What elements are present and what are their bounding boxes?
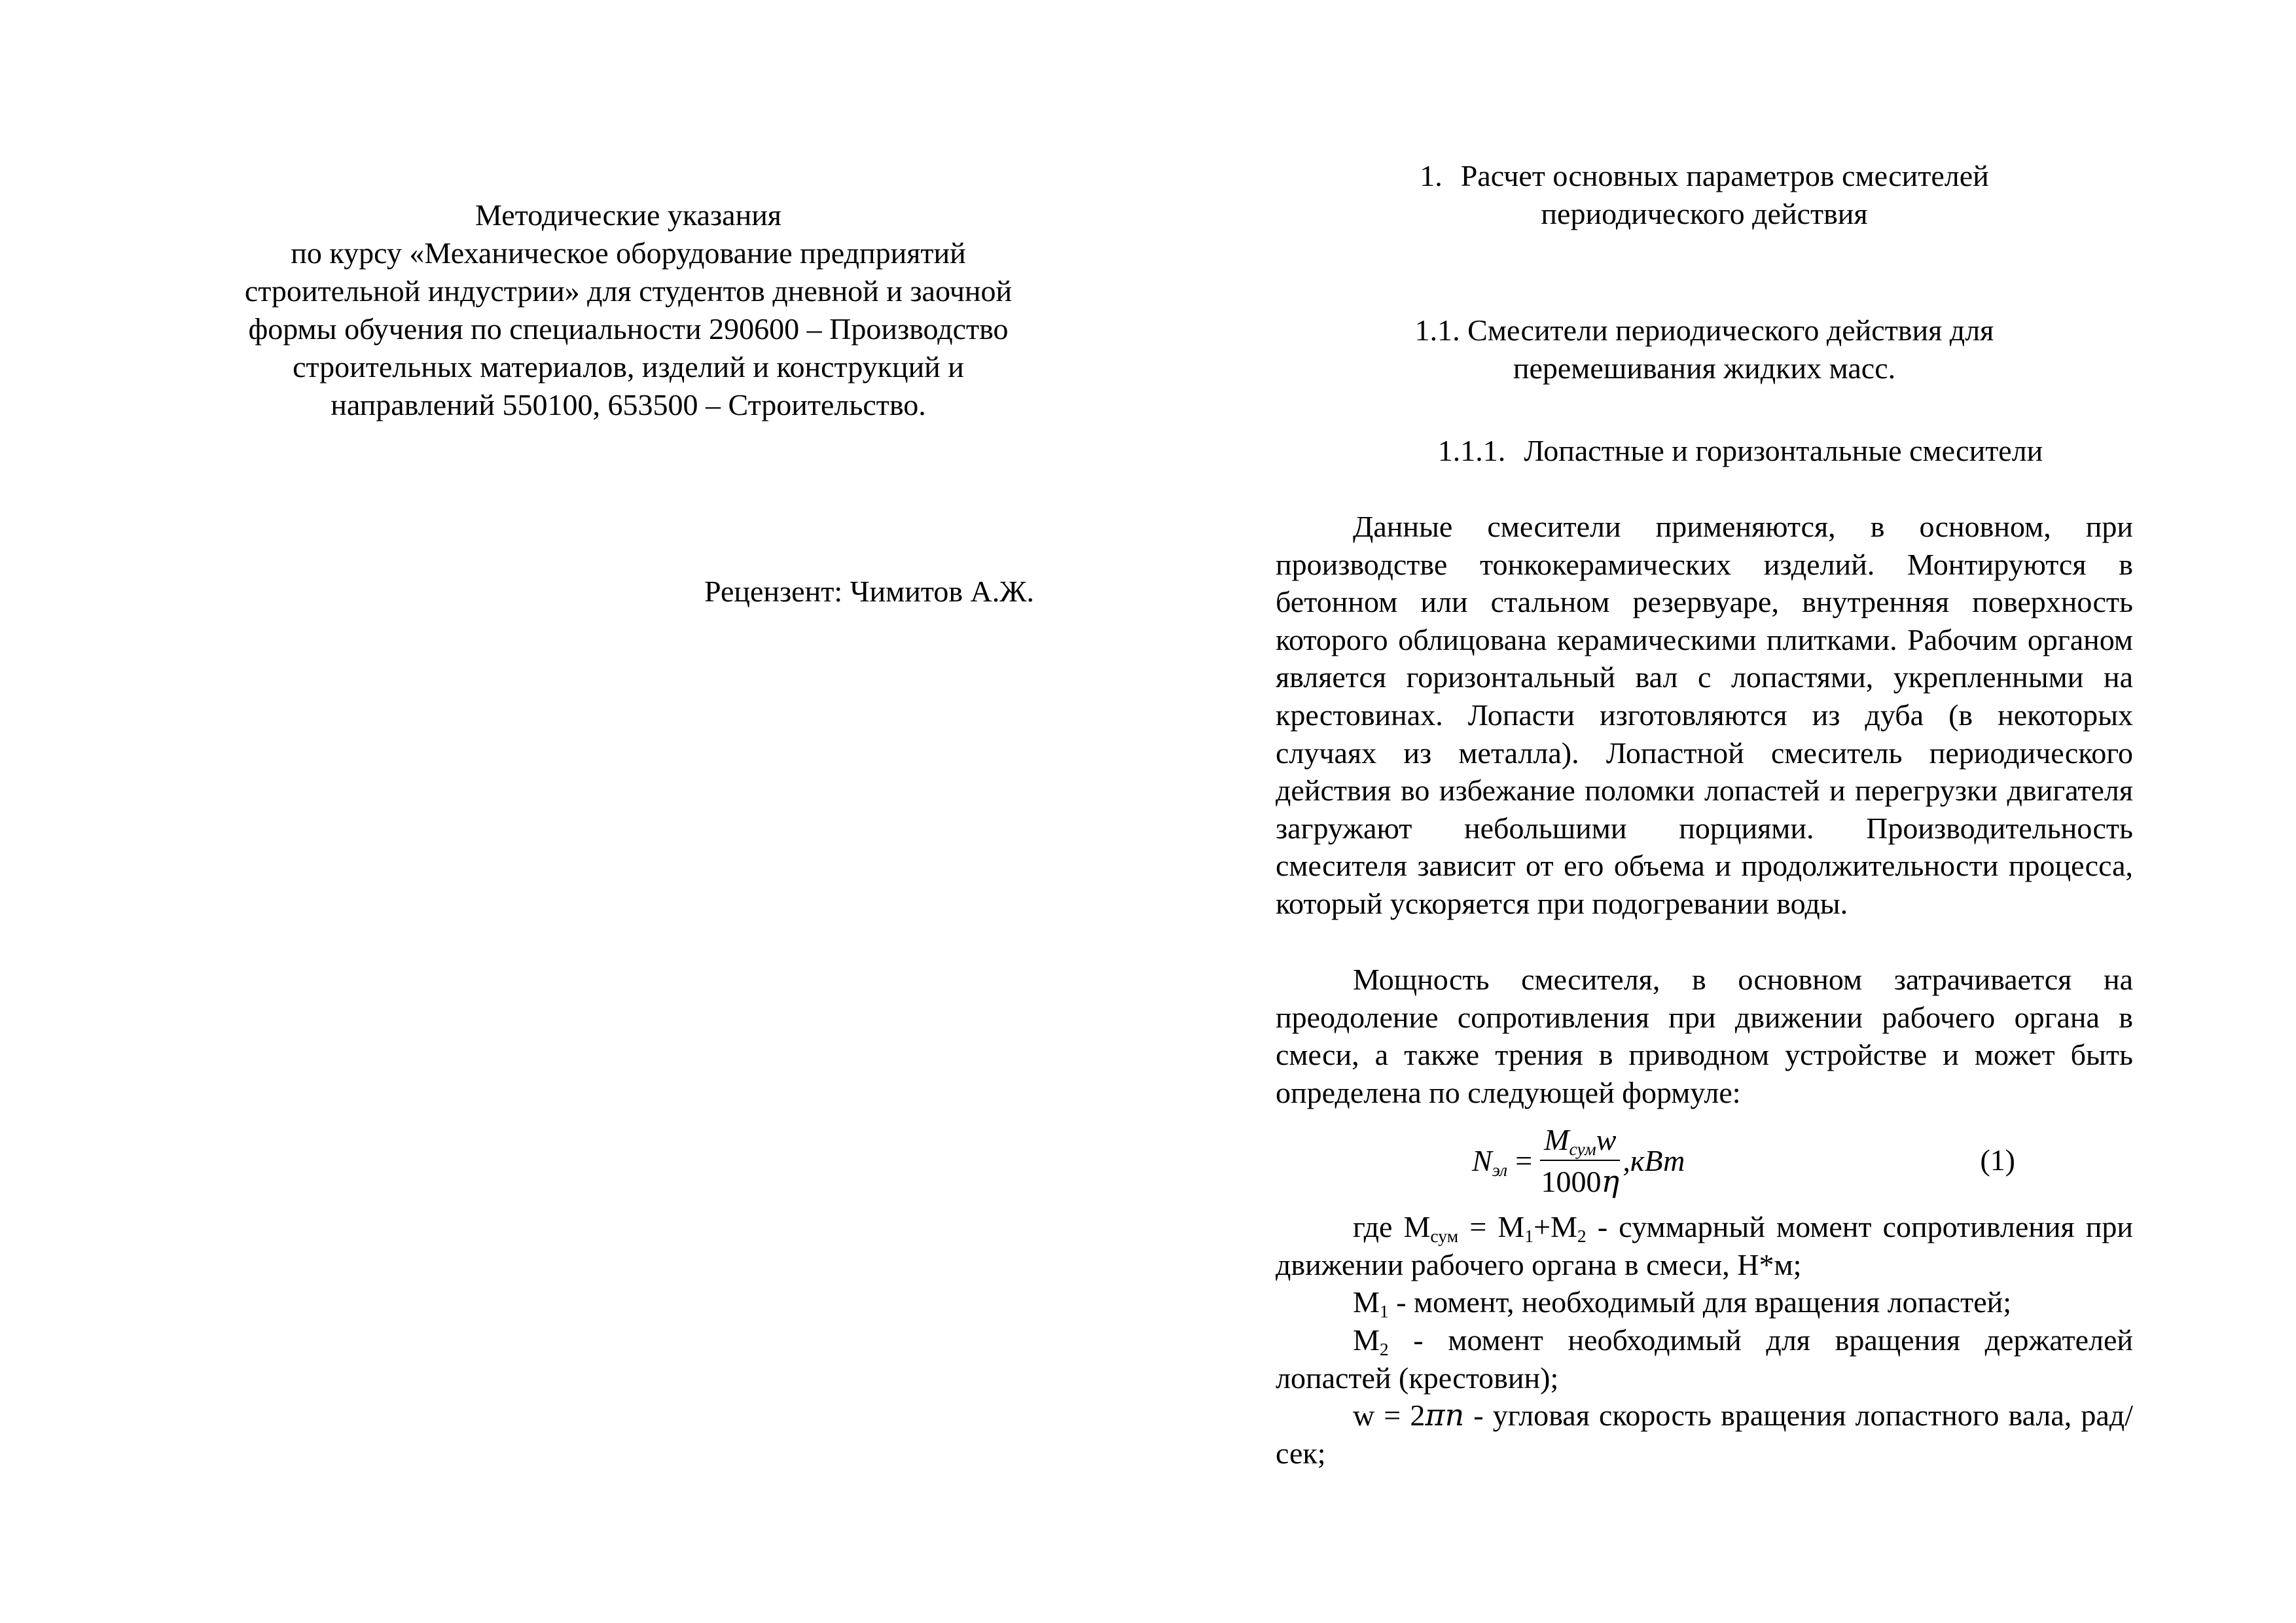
def4-prefix: w = 2: [1353, 1399, 1426, 1432]
def3-rest: - момент необходимый для вращения держателей лопастей (крестовин);: [1276, 1323, 2133, 1395]
def3-symbol: M: [1353, 1323, 1380, 1357]
definition-w: [1276, 1397, 2133, 1472]
formula-lhs-symbol: N: [1472, 1143, 1492, 1177]
formula-lhs-sub: эл: [1492, 1159, 1508, 1180]
title-line: строительной индустрии» для студентов дневной и заочной: [244, 274, 1013, 308]
formula-expression: [1472, 1118, 1685, 1203]
def2-symbol: M: [1353, 1285, 1380, 1319]
definition-msum: [1276, 1208, 2133, 1283]
title-line: формы обучения по специальности 290600 – Производство: [248, 312, 1009, 346]
title-line: Методические указания: [475, 198, 781, 232]
formula-equals: =: [1515, 1143, 1533, 1177]
formula-denominator: [1541, 1161, 1620, 1199]
def1-mid1: = M: [1458, 1210, 1525, 1243]
formula-lhs: [1472, 1143, 1507, 1178]
def1-rest: - суммарный момент сопротивления при движении рабочего органа в смеси, Н*м;: [1276, 1210, 2133, 1281]
title-line: направлений 550100, 653500 – Строительство.: [331, 388, 926, 421]
formula-1: [1276, 1118, 2133, 1203]
paragraph-1: Данные смесители применяются, в основном, при производстве тонкокерамических изделий. Монтируются в бетонном или стальном резервуаре, внутренняя поверхность которого облицована керамическими плитками. Рабочим органом является горизонтальный вал с лопастями, укрепленными на крестовинах. Лопасти изготовляются из дуба (в некоторых случаях из металла). Лопастной смеситель периодического действия во избежание поломки лопастей и перегрузки двигателя загружают небольшими порциями. Производительность смесителя зависит от его объема и продолжительности процесса, который ускоряется при подогревании воды.: [1276, 510, 2133, 920]
formula-num-symbol: M: [1544, 1122, 1570, 1156]
title-block: [170, 196, 1086, 424]
paragraph-2: Мощность смесителя, в основном затрачивается на преодоление сопротивления при движении рабочего органа в смеси, а также трения в приводном устройстве и может быть определена по следующей формуле:: [1276, 963, 2133, 1109]
heading3-number: 1.1.1.: [1437, 434, 1506, 467]
formula-den-text: 1000: [1541, 1164, 1602, 1198]
def4-greek: πn: [1425, 1397, 1465, 1433]
heading1-text: Расчет основных параметров смесителей: [1460, 159, 1989, 192]
formula-unit: ,кВт: [1623, 1143, 1685, 1177]
def2-sub: 1: [1379, 1301, 1389, 1321]
def1-sub1: сум: [1430, 1226, 1459, 1246]
def1-sub3: 2: [1577, 1226, 1587, 1246]
def4-rest: - угловая скорость вращения лопастного вала, рад/сек;: [1276, 1399, 2133, 1470]
heading2-line1: 1.1. Смесители периодического действия для: [1414, 313, 1994, 347]
heading1-number: 1.: [1420, 159, 1443, 192]
formula-den-var: η: [1601, 1163, 1620, 1199]
formula-num-var: w: [1596, 1122, 1617, 1156]
reviewer: Рецензент: Чимитов А.Ж.: [704, 575, 1034, 608]
heading1-line2: периодического действия: [1541, 197, 1868, 230]
heading3: [1348, 432, 2133, 470]
title-line: строительных материалов, изделий и конструкций и: [293, 350, 964, 383]
title-line: по курсу «Механическое оборудование предприятий: [291, 236, 966, 270]
definition-m2: [1276, 1321, 2133, 1397]
def1-sub2: 1: [1524, 1226, 1534, 1246]
formula-number: (1): [1980, 1143, 2015, 1177]
heading3-text: Лопастные и горизонтальные смесители: [1524, 434, 2043, 467]
def1-mid2: +M: [1534, 1210, 1577, 1243]
def2-rest: - момент, необходимый для вращения лопастей;: [1388, 1285, 2012, 1319]
definition-m1: [1276, 1283, 2133, 1321]
heading1-line1: [1276, 157, 2133, 195]
def1-prefix: где M: [1353, 1210, 1431, 1243]
heading2-line2: перемешивания жидких масс.: [1513, 351, 1896, 385]
formula-numerator: [1540, 1122, 1620, 1160]
right-page: [1148, 0, 2296, 1623]
def3-sub: 2: [1379, 1339, 1389, 1359]
formula-num-sub: сум: [1569, 1138, 1596, 1159]
formula-fraction: [1540, 1122, 1620, 1199]
